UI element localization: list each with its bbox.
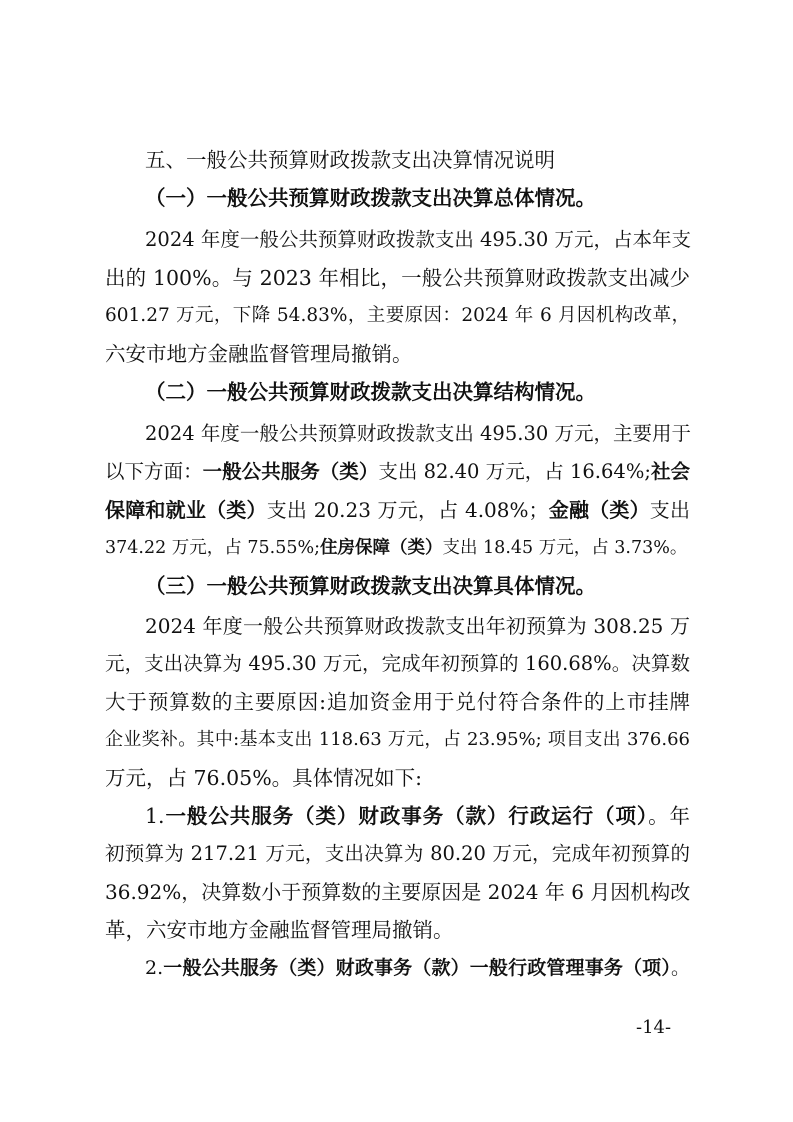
text-run: 。	[670, 957, 690, 979]
text-run: 支出 18.45 万元，占 3.73%。	[442, 538, 688, 558]
paragraph-line: 出的 100%。与 2023 年相比，一般公共预算财政拨款支出减少	[105, 266, 690, 290]
paragraph-line	[105, 458, 690, 486]
paragraph-line: 601.27 万元，下降 54.83%，主要原因：2024 年 6 月因机构改革，	[105, 305, 690, 326]
paragraph-line: 大于预算数的主要原因:追加资金用于兑付符合条件的上市挂牌	[105, 690, 690, 714]
category-name: 金融（类）	[548, 498, 650, 522]
text-run: 。年	[648, 804, 691, 828]
category-name: 住房保障（类）	[319, 538, 443, 558]
category-name: 一般公共服务（类）	[202, 460, 379, 483]
item-title: 一般公共服务（类）财政事务（款）行政运行（项）	[164, 804, 649, 828]
paragraph-line: 2024 年度一般公共预算财政拨款支出年初预算为 308.25 万	[145, 614, 690, 638]
paragraph-line: 元，支出决算为 495.30 万元，完成年初预算的 160.68%。决算数	[105, 652, 690, 675]
paragraph-line: 万元，占 76.05%。具体情况如下:	[105, 766, 423, 790]
paragraph-line	[105, 534, 690, 562]
paragraph-line: 2024 年度一般公共预算财政拨款支出 495.30 万元，占本年支	[145, 228, 691, 251]
list-item-1	[145, 802, 690, 830]
item-number: 2.	[145, 957, 164, 979]
text-run: 支出 82.40 万元，占 16.64%;	[378, 460, 651, 483]
item-title: 一般公共服务（类）财政事务（款）一般行政管理事务（项）	[163, 957, 671, 979]
paragraph-line: 革，六安市地方金融监督管理局撤销。	[105, 918, 454, 942]
item-number: 1.	[145, 804, 165, 828]
subsection-1-heading: （一）一般公共预算财政拨款支出决算总体情况。	[145, 186, 596, 210]
paragraph-line: 六安市地方金融监督管理局撤销。	[105, 342, 413, 366]
paragraph-line: 企业奖补。其中:基本支出 118.63 万元，占 23.95%; 项目支出 376.66	[105, 729, 690, 750]
category-name: 保障和就业（类）	[105, 498, 267, 522]
paragraph-line: 36.92%，决算数小于预算数的主要原因是 2024 年 6 月因机构改	[105, 880, 691, 904]
text-run: 374.22 万元，占 75.55%;	[105, 538, 320, 558]
paragraph-line: 2024 年度一般公共预算财政拨款支出 495.30 万元，主要用于	[145, 422, 691, 445]
paragraph-line	[105, 496, 690, 524]
section-title: 五、一般公共预算财政拨款支出决算情况说明	[145, 148, 555, 172]
category-name: 社会	[650, 460, 690, 483]
text-run: 支出 20.23 万元，占 4.08%；	[266, 498, 549, 522]
subsection-2-heading: （二）一般公共预算财政拨款支出决算结构情况。	[145, 380, 596, 404]
page-number: -14-	[636, 1017, 672, 1038]
paragraph-line: 初预算为 217.21 万元，支出决算为 80.20 万元，完成年初预算的	[105, 842, 690, 865]
subsection-3-heading: （三）一般公共预算财政拨款支出决算具体情况。	[145, 574, 596, 598]
text-run: 以下方面：	[105, 460, 203, 483]
text-run: 支出	[649, 498, 691, 522]
list-item-2	[145, 954, 690, 982]
